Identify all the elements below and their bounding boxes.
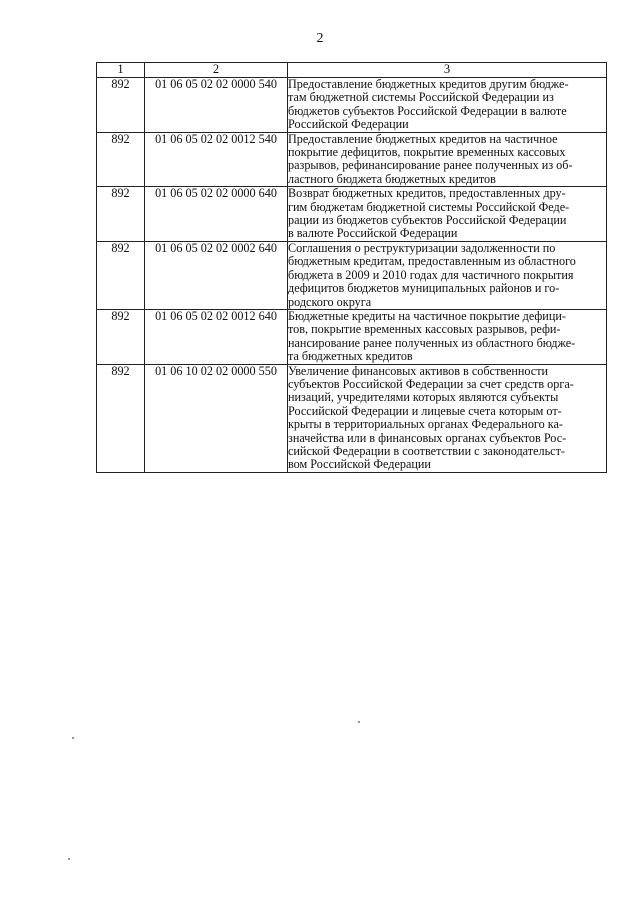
source-name-line: Предоставление бюджетных кредитов другим бюдже- <box>288 77 569 91</box>
source-name-line: Предоставление бюджетных кредитов на частичное <box>288 131 558 146</box>
source-name-line: вом Российской Федерации <box>288 457 431 472</box>
classification-code-cell: 01 06 05 02 02 0012 640 <box>145 309 288 364</box>
source-name-line: бюджета в 2009 и 2010 годах для частичного покрытия <box>288 267 574 282</box>
source-name-line: разрывов, рефинансирование ранее полученных из об- <box>288 158 573 173</box>
source-name-line: покрытие дефицитов, покрытие временных кассовых <box>288 145 566 160</box>
source-name-line: там бюджетной системы Российской Федерации из <box>288 90 554 105</box>
admin-code-cell: 892 <box>97 78 145 133</box>
source-name-line: крыты в территориальных органах Федерального ка- <box>288 417 563 432</box>
source-name-cell <box>288 241 607 309</box>
source-name-line: низаций, учредителями которых являются субъекты <box>288 390 559 405</box>
source-name-line: бюджетов субъектов Российской Федерации в валюте <box>288 103 567 118</box>
admin-code-cell: 892 <box>97 364 145 472</box>
table-row <box>97 187 607 242</box>
admin-code-cell: 892 <box>97 309 145 364</box>
scan-speck-left <box>72 737 74 739</box>
classification-code-cell: 01 06 05 02 02 0000 540 <box>145 78 288 133</box>
source-name-cell <box>288 364 607 472</box>
source-name-cell <box>288 187 607 242</box>
table-body <box>97 78 607 473</box>
table-row <box>97 78 607 133</box>
source-name-line: родского округа <box>288 294 372 309</box>
source-name-line: та бюджетных кредитов <box>288 349 413 364</box>
admin-code-cell: 892 <box>97 132 145 187</box>
source-name-line: ластного бюджета бюджетных кредитов <box>288 171 496 186</box>
scan-speck-bottom <box>68 858 70 860</box>
source-name-line: гим бюджетам бюджетной системы Российской Феде- <box>288 199 570 214</box>
source-name-line: сийской Федерации в соответствии с законодательст- <box>288 443 565 458</box>
table-row <box>97 132 607 187</box>
source-name-line: нансирование ранее полученных из областного бюдже- <box>288 335 576 350</box>
source-name-line: в валюте Российской Федерации <box>288 226 458 241</box>
table-row <box>97 309 607 364</box>
column-header-1: 1 <box>97 63 145 78</box>
source-name-line: Бюджетные кредиты на частичное покрытие дефици- <box>288 308 566 323</box>
source-name-line: Увеличение финансовых активов в собственности <box>288 363 549 378</box>
column-header-2: 2 <box>145 63 288 78</box>
page-number: 2 <box>316 31 324 46</box>
source-name-line: Российской Федерации <box>288 117 409 132</box>
source-name-line: Российской Федерации и лицевые счета которым от- <box>288 403 562 418</box>
column-header-3: 3 <box>288 63 607 78</box>
source-name-line: значейства или в финансовых органах субъектов Рос- <box>288 430 567 445</box>
table-header-row <box>97 63 607 78</box>
classification-code-cell: 01 06 05 02 02 0002 640 <box>145 241 288 309</box>
admin-code-cell: 892 <box>97 241 145 309</box>
source-name-line: Возврат бюджетных кредитов, предоставленных дру- <box>288 186 566 201</box>
table-row <box>97 241 607 309</box>
admin-code-cell: 892 <box>97 187 145 242</box>
scan-speck-right <box>358 721 360 723</box>
source-name-line: бюджетным кредитам, предоставленным из областного <box>288 254 576 269</box>
classification-code-cell: 01 06 10 02 02 0000 550 <box>145 364 288 472</box>
source-name-cell <box>288 309 607 364</box>
source-name-line: Соглашения о реструктуризации задолженности по <box>288 240 556 255</box>
source-name-line: дефицитов бюджетов муниципальных районов и го- <box>288 281 560 296</box>
table-row <box>97 364 607 472</box>
source-name-cell <box>288 78 607 133</box>
source-name-line: рации из бюджетов субъектов Российской Федерации <box>288 213 567 228</box>
source-name-cell <box>288 132 607 187</box>
classification-code-cell: 01 06 05 02 02 0000 640 <box>145 187 288 242</box>
budget-classification-table <box>96 62 607 473</box>
source-name-line: тов, покрытие временных кассовых разрывов, рефи- <box>288 322 561 337</box>
classification-code-cell: 01 06 05 02 02 0012 540 <box>145 132 288 187</box>
source-name-line: субъектов Российской Федерации за счет средств орга- <box>288 376 574 391</box>
